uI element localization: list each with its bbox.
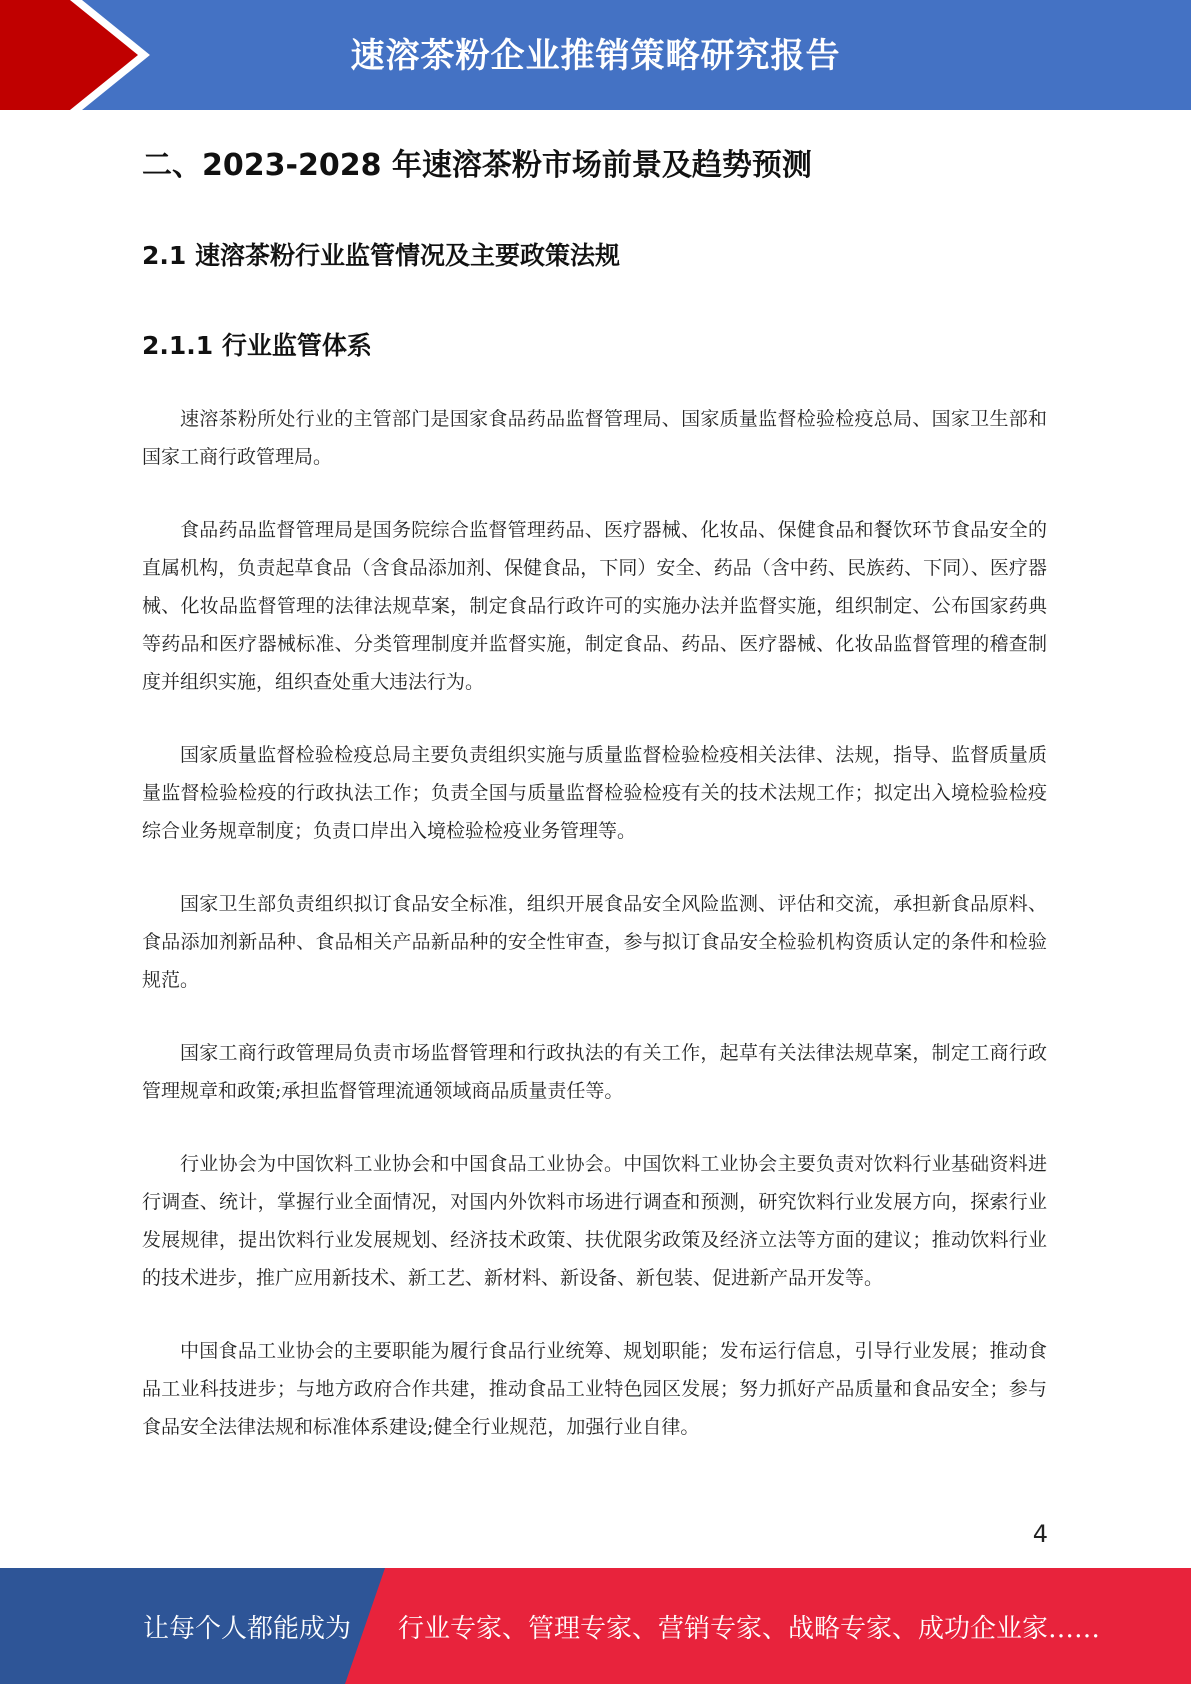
body-text	[142, 400, 1047, 1481]
footer-slogan-left: 让每个人都能成为	[143, 1614, 352, 1644]
paragraph: 中国食品工业协会的主要职能为履行食品行业统筹、规划职能；发布运行信息，引导行业发展；推动食品工业科技进步；与地方政府合作共建，推动食品工业特色园区发展；努力抓好产品质量和食品安全；参与食品安全法律法规和标准体系建设;健全行业规范，加强行业自律。	[142, 1340, 1047, 1438]
paragraph: 行业协会为中国饮料工业协会和中国食品工业协会。中国饮料工业协会主要负责对饮料行业基础资料进行调查、统计，掌握行业全面情况，对国内外饮料市场进行调查和预测，研究饮料行业发展方向，探索行业发展规律，提出饮料行业发展规划、经济技术政策、扶优限劣政策及经济立法等方面的建议；推动饮料行业的技术进步，推广应用新技术、新工艺、新材料、新设备、新包装、促进新产品开发等。	[142, 1153, 1047, 1289]
paragraph: 食品药品监督管理局是国务院综合监督管理药品、医疗器械、化妆品、保健食品和餐饮环节食品安全的直属机构，负责起草食品（含食品添加剂、保健食品，下同）安全、药品（含中药、民族药、下同）、医疗器械、化妆品监督管理的法律法规草案，制定食品行政许可的实施办法并监督实施，组织制定、公布国家药典等药品和医疗器械标准、分类管理制度并监督实施，制定食品、药品、医疗器械、化妆品监督管理的稽查制度并组织实施，组织查处重大违法行为。	[142, 519, 1047, 693]
paragraph: 国家卫生部负责组织拟订食品安全标准，组织开展食品安全风险监测、评估和交流，承担新食品原料、食品添加剂新品种、食品相关产品新品种的安全性审查，参与拟订食品安全检验机构资质认定的条件和检验规范。	[142, 893, 1047, 991]
footer-slogan-right: 行业专家、管理专家、营销专家、战略专家、成功企业家……	[398, 1614, 1101, 1644]
paragraph: 国家工商行政管理局负责市场监督管理和行政执法的有关工作，起草有关法律法规草案，制定工商行政管理规章和政策;承担监督管理流通领域商品质量责任等。	[142, 1042, 1047, 1102]
subsection-heading: 2.1 速溶茶粉行业监管情况及主要政策法规	[142, 241, 620, 270]
page-number: 4	[1032, 1520, 1048, 1548]
report-title: 速溶茶粉企业推销策略研究报告	[350, 36, 841, 76]
paragraph: 国家质量监督检验检疫总局主要负责组织实施与质量监督检验检疫相关法律、法规，指导、监督质量质量监督检验检疫的行政执法工作；负责全国与质量监督检验检疫有关的技术法规工作；拟定出入境检验检疫综合业务规章制度；负责口岸出入境检验检疫业务管理等。	[142, 744, 1047, 842]
sub-subsection-heading: 2.1.1 行业监管体系	[142, 331, 372, 360]
section-heading: 二、2023-2028 年速溶茶粉市场前景及趋势预测	[142, 148, 812, 183]
report-header-band	[0, 0, 1191, 110]
paragraph: 速溶茶粉所处行业的主管部门是国家食品药品监督管理局、国家质量监督检验检疫总局、国家卫生部和国家工商行政管理局。	[142, 408, 1047, 468]
footer-band	[0, 1568, 1191, 1684]
